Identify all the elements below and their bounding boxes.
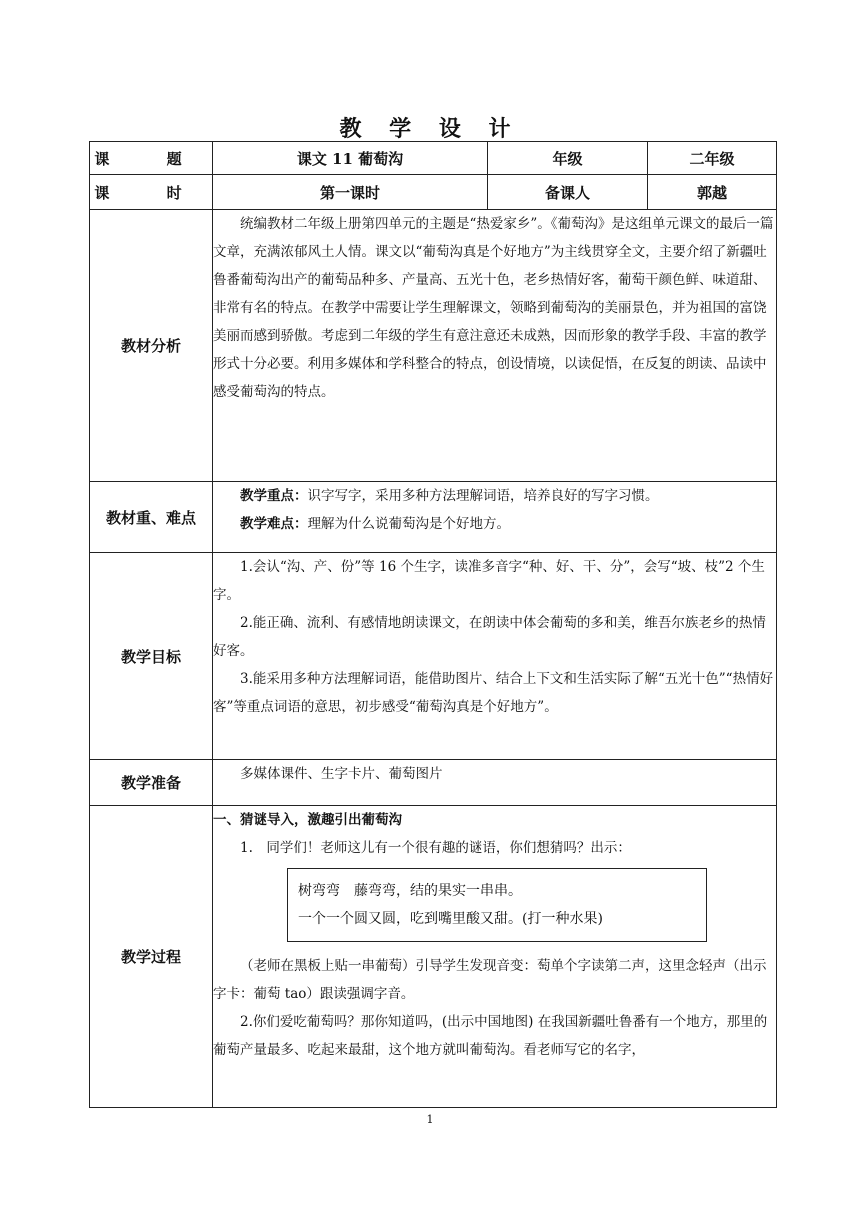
riddle-line-2: 一个一个圆又圆，吃到嘴里酸又甜。(打一种水果) <box>298 911 603 927</box>
table-row <box>90 760 777 806</box>
prep-cell <box>213 760 777 806</box>
grade-value: 二年级 <box>648 142 777 175</box>
focus-text: 识字写字，采用多种方法理解词语，培养良好的写字习惯。 <box>307 488 659 504</box>
prep-label: 教学准备 <box>90 760 213 806</box>
table-row <box>90 482 777 553</box>
goal-item-2: 2.能正确、流利、有感情地朗读课文，在朗读中体会葡萄的多和美，维吾尔族老乡的热情好客。 <box>213 615 766 659</box>
author-value: 郭越 <box>648 175 777 210</box>
goal-item-1: 1.会认“沟、产、份”等 16 个生字，读准多音字“种、好、干、分”，会写“坡、枝”2 个生字。 <box>213 559 765 603</box>
period-label: 课 时 <box>90 175 213 210</box>
riddle-box <box>287 868 707 942</box>
process-heading-text: 一、猜谜导入，激趣引出葡萄沟 <box>213 812 402 828</box>
table-row <box>90 806 777 1108</box>
table-row <box>90 175 777 210</box>
period-value: 第一课时 <box>213 175 488 210</box>
process-cell <box>213 806 777 1108</box>
analysis-cell <box>213 210 777 482</box>
goals-cell <box>213 553 777 760</box>
table-row <box>90 553 777 760</box>
riddle-line-1: 树弯弯 藤弯弯，结的果实一串串。 <box>298 883 522 899</box>
topic-value: 课文 11 葡萄沟 <box>213 142 488 175</box>
difficulty-label: 教学难点： <box>240 516 308 532</box>
difficulty-line <box>213 510 776 538</box>
goals-label: 教学目标 <box>90 553 213 760</box>
keypoints-cell <box>213 482 777 553</box>
process-paragraph-2: 2.你们爱吃葡萄吗？那你知道吗，(出示中国地图) 在我国新疆吐鲁番有一个地方，那里的葡萄产量最多、吃起来最甜，这个地方就叫葡萄沟。看老师写它的名字， <box>213 1014 768 1058</box>
author-label: 备课人 <box>488 175 648 210</box>
focus-label: 教学重点： <box>240 488 308 504</box>
table-row <box>90 210 777 482</box>
prep-text: 多媒体课件、生字卡片、葡萄图片 <box>240 766 443 782</box>
process-paragraph-1: （老师在黑板上贴一串葡萄）引导学生发现音变：萄单个字读第二声，这里念轻声（出示字卡：葡萄 tao）跟读强调字音。 <box>213 958 767 1002</box>
table-row <box>90 142 777 175</box>
topic-label: 课 题 <box>90 142 213 175</box>
process-step-1: 1. 同学们！老师这儿有一个很有趣的谜语，你们想猜吗？出示： <box>240 840 631 856</box>
page-number: 1 <box>426 1113 434 1126</box>
lesson-plan-table <box>89 141 777 1108</box>
analysis-text: 统编教材二年级上册第四单元的主题是“热爱家乡”。《葡萄沟》是这组单元课文的最后一篇文章，充满浓郁风土人情。课文以“葡萄沟真是个好地方”为主线贯穿全文，主要介绍了新疆吐鲁番葡萄沟出产的葡萄品种多、产量高、五光十色，老乡热情好客，葡萄干颜色鲜、味道甜、非常有名的特点。在教学中需要让学生理解课文，领略到葡萄沟的美丽景色，并为祖国的富饶美丽而感到骄傲。考虑到二年级的学生有意注意还未成熟，因而形象的教学手段、丰富的教学形式十分必要。利用多媒体和学科整合的特点，创设情境，以读促悟，在反复的朗读、品读中感受葡萄沟的特点。 <box>213 216 774 400</box>
keypoints-label: 教材重、难点 <box>90 482 213 553</box>
process-label: 教学过程 <box>90 806 213 1108</box>
grade-label: 年级 <box>488 142 648 175</box>
page-title: 教 学 设 计 <box>339 116 521 142</box>
focus-line <box>213 482 776 510</box>
process-heading <box>213 806 776 834</box>
goal-item-3: 3.能采用多种方法理解词语，能借助图片、结合上下文和生活实际了解“五光十色”“热情好客”等重点词语的意思，初步感受“葡萄沟真是个好地方”。 <box>213 671 774 715</box>
analysis-label: 教材分析 <box>90 210 213 482</box>
difficulty-text: 理解为什么说葡萄沟是个好地方。 <box>307 516 510 532</box>
